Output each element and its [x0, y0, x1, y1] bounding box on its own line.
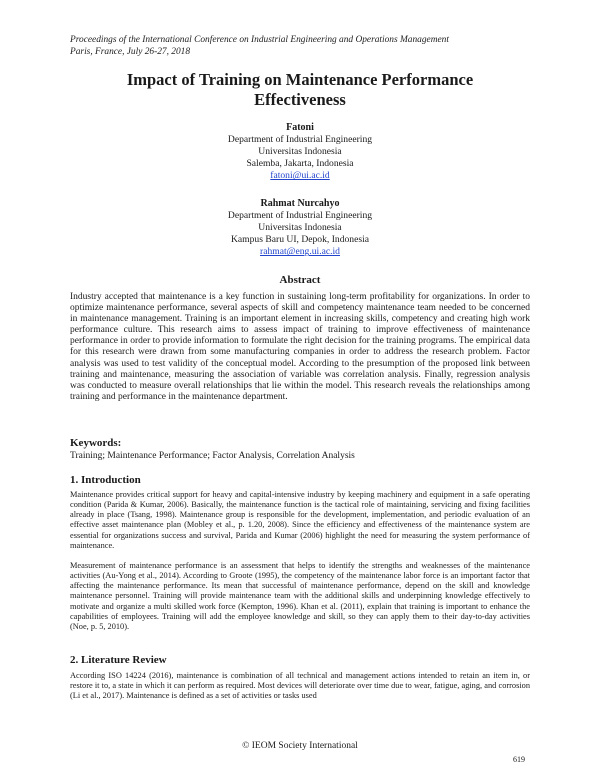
author-email-link[interactable]: fatoni@ui.ac.id	[270, 170, 330, 182]
paper-title	[90, 70, 510, 110]
author-department: Department of Industrial Engineering	[227, 210, 373, 222]
literature-review-heading: 2. Literature Review	[70, 654, 167, 666]
author-email-link[interactable]: rahmat@eng.ui.ac.id	[260, 246, 340, 258]
keywords-text: Training; Maintenance Performance; Factor Analysis, Correlation Analysis	[70, 451, 355, 461]
introduction-heading: 1. Introduction	[70, 474, 141, 486]
author-university: Universitas Indonesia	[258, 222, 342, 234]
literature-review-paragraph: According ISO 14224 (2016), maintenance is combination of all technical and management actions intended to retain an item in, or restore it to, a state in which it can perform as required. Most devices will deteriorate over time due to wear, fatigue, aging, and corrosion (Li et al., 2017). Maintenance is defined as a set of activities or tasks used	[70, 671, 530, 701]
introduction-paragraph-1: Maintenance provides critical support for heavy and capital-intensive industry by keeping machinery and equipment in a safe operating condition (Parida & Kumar, 2006). Basically, the maintenance function is the tactical role of maintaining, servicing and fixing facilities already in place (Tsang, 1998). Maintenance group is responsible for the development, implementation, and periodic evaluation of an effective asset maintenance plan (Mobley et al., p. 1.20, 2008). Since the efficiency and effectiveness of the maintenance system are essential for organizations success and survival, Parida and Kumar (2006) highlight the need for measuring the system performance of maintenance.	[70, 490, 530, 550]
abstract-text: Industry accepted that maintenance is a key function in sustaining long-term profitability for organizations. In order to optimize maintenance performance, several aspects of skill and competency maintenance team needed to be concerned in maintenance management. Training is an important element in increasing skills, competency and creating high work performance culture. This research aims to assess impact of training to improve effectiveness of maintenance performance in order to provide information to formulate the right decision for the training programs. The empirical data for this research were drawn from some manufacturing companies in order to address the research problem. Factor analysis was used to test validity of the conceptual model. According to the presumption of the proposed link between training and maintenance, measuring the association of variable was correlation analysis. Finally, regression analysis was conducted to measure overall relationships that lie within the model. This research reveals the relationships among training and performance in the maintenance department.	[70, 292, 530, 402]
title-line-2: Effectiveness	[254, 90, 346, 109]
author-location: Salemba, Jakarta, Indonesia	[246, 158, 354, 170]
author-name: Rahmat Nurcahyo	[260, 198, 340, 209]
author-block-2	[150, 198, 450, 258]
header-location-date: Paris, France, July 26-27, 2018	[70, 47, 191, 57]
title-line-1: Impact of Training on Maintenance Performance	[126, 70, 474, 89]
author-location: Kampus Baru UI, Depok, Indonesia	[230, 234, 369, 246]
author-department: Department of Industrial Engineering	[227, 134, 373, 146]
author-block-1	[150, 122, 450, 182]
introduction-paragraph-2: Measurement of maintenance performance is an assessment that helps to identify the strengths and weaknesses of the maintenance activities (Au-Yong et al., 2014). According to Groote (1995), the competency of the maintenance labor force is an important factor that affecting the maintenance performance. Its mean that successful of maintenance performance, depend on the skill and knowledge maintenance personnel. Training will provide maintenance team with the additional skills and underpinning knowledge effectively to motivate and organize a multi skilled work force (Kempton, 1996). Khan et al. (2011), explain that training is important to enhance the capabilities of employees. Training will add the employee knowledge and skill, so they can apply them to their day-to-day activities (Noe, p. 5, 2010).	[70, 561, 530, 631]
keywords-heading: Keywords:	[70, 437, 122, 449]
author-university: Universitas Indonesia	[258, 146, 342, 158]
copyright-footer: © IEOM Society International	[242, 741, 358, 751]
abstract-heading: Abstract	[279, 274, 321, 286]
author-name: Fatoni	[286, 122, 314, 133]
proceedings-header	[70, 34, 540, 58]
page-number: 619	[513, 755, 525, 764]
header-conference: Proceedings of the International Conference on Industrial Engineering and Operations Management	[70, 35, 449, 45]
